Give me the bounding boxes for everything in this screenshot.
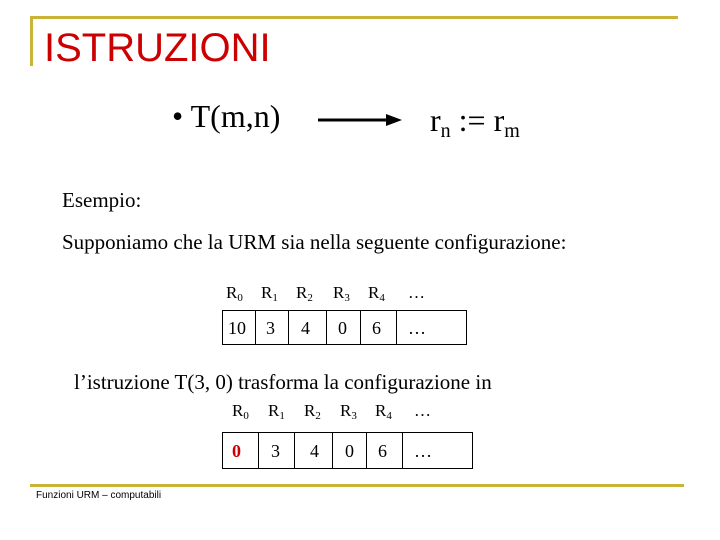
register-value: 3 (266, 318, 275, 338)
cell-divider (472, 432, 473, 469)
table-border (222, 468, 472, 469)
example-label: Esempio: (62, 188, 142, 212)
cell-divider (258, 432, 259, 469)
register-value: … (414, 441, 432, 461)
table-border (222, 344, 466, 345)
register-label: $R_0$ (226, 283, 243, 304)
table-border (222, 432, 472, 433)
slide-footer: Funzioni URM – computabili (36, 490, 162, 501)
register-label: $R_2$ (296, 283, 313, 304)
register-value-highlighted: 0 (232, 441, 241, 461)
register-label: $R_1$ (268, 401, 285, 422)
register-label: $R_2$ (304, 401, 321, 422)
register-label: $R_3$ (333, 283, 350, 304)
cell-divider (332, 432, 333, 469)
cell-divider (466, 310, 467, 345)
frame-left-line (30, 16, 33, 66)
cell-divider (366, 432, 367, 469)
instruction-rule (172, 100, 280, 132)
bullet-icon: • (172, 98, 184, 134)
register-label: $R_1$ (261, 283, 278, 304)
frame-bottom-line (30, 484, 684, 487)
slide-title: ISTRUZIONI (44, 26, 271, 70)
cell-divider (360, 310, 361, 345)
register-value: 0 (345, 441, 354, 461)
cell-divider (294, 432, 295, 469)
instruction-result: $r_n$ := $r_m$ (430, 102, 520, 142)
suppose-text: Supponiamo che la URM sia nella seguente configurazione: (62, 230, 567, 254)
register-label: $R_4$ (368, 283, 385, 304)
transform-text: l’istruzione T(3, 0) trasforma la configurazione in (74, 370, 492, 394)
register-value: 3 (271, 441, 280, 461)
register-value: 6 (378, 441, 387, 461)
cell-divider (402, 432, 403, 469)
register-value: 0 (338, 318, 347, 338)
frame-top-line (30, 16, 678, 19)
register-value: 4 (310, 441, 319, 461)
cell-divider (288, 310, 289, 345)
register-label: $R_3$ (340, 401, 357, 422)
register-label: $R_4$ (375, 401, 392, 422)
register-value: … (408, 318, 426, 338)
cell-divider (255, 310, 256, 345)
cell-divider (222, 310, 223, 345)
register-value: 6 (372, 318, 381, 338)
table-border (222, 310, 466, 311)
cell-divider (222, 432, 223, 469)
register-ellipsis: … (414, 401, 431, 420)
register-ellipsis: … (408, 283, 425, 302)
instruction-name: T(m,n) (190, 98, 281, 134)
register-label: $R_0$ (232, 401, 249, 422)
register-value: 4 (301, 318, 310, 338)
cell-divider (326, 310, 327, 345)
cell-divider (396, 310, 397, 345)
register-value: 10 (228, 318, 246, 338)
right-arrow-icon (318, 112, 402, 128)
